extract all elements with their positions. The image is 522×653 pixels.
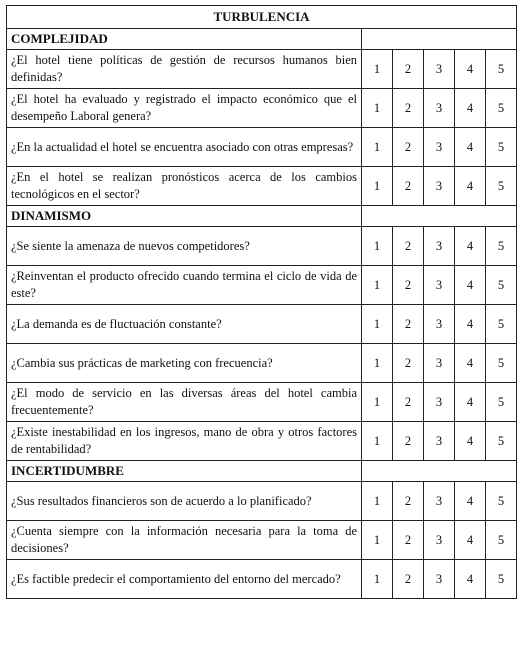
rating-option-4[interactable]: 4	[455, 482, 486, 521]
question-row	[7, 383, 517, 422]
rating-option-2[interactable]: 2	[393, 89, 424, 128]
rating-option-4[interactable]: 4	[455, 344, 486, 383]
question-row	[7, 50, 517, 89]
rating-option-1[interactable]: 1	[362, 422, 393, 461]
question-row	[7, 344, 517, 383]
survey-table-container	[6, 5, 517, 599]
rating-option-3[interactable]: 3	[424, 227, 455, 266]
question-text: ¿Cuenta siempre con la información necesaria para la toma de decisiones?	[7, 521, 362, 560]
rating-option-1[interactable]: 1	[362, 344, 393, 383]
rating-option-5[interactable]: 5	[486, 167, 517, 206]
question-text: ¿Existe inestabilidad en los ingresos, mano de obra y otros factores de rentabilidad?	[7, 422, 362, 461]
question-row	[7, 521, 517, 560]
rating-option-1[interactable]: 1	[362, 305, 393, 344]
rating-option-3[interactable]: 3	[424, 560, 455, 599]
rating-option-3[interactable]: 3	[424, 266, 455, 305]
rating-option-4[interactable]: 4	[455, 383, 486, 422]
rating-option-5[interactable]: 5	[486, 521, 517, 560]
rating-option-1[interactable]: 1	[362, 482, 393, 521]
rating-option-1[interactable]: 1	[362, 266, 393, 305]
rating-option-3[interactable]: 3	[424, 50, 455, 89]
table-title: TURBULENCIA	[7, 6, 517, 29]
section-header: COMPLEJIDAD	[7, 29, 362, 50]
section-header-blank	[362, 461, 517, 482]
rating-option-1[interactable]: 1	[362, 89, 393, 128]
question-text: ¿El modo de servicio en las diversas áreas del hotel cambia frecuentemente?	[7, 383, 362, 422]
section-header-blank	[362, 29, 517, 50]
rating-option-2[interactable]: 2	[393, 521, 424, 560]
section-row-dinamismo	[7, 206, 517, 227]
rating-option-2[interactable]: 2	[393, 266, 424, 305]
rating-option-1[interactable]: 1	[362, 128, 393, 167]
rating-option-4[interactable]: 4	[455, 50, 486, 89]
turbulencia-survey-table	[6, 5, 517, 599]
rating-option-3[interactable]: 3	[424, 521, 455, 560]
question-row	[7, 266, 517, 305]
question-row	[7, 422, 517, 461]
rating-option-2[interactable]: 2	[393, 422, 424, 461]
question-text: ¿El hotel ha evaluado y registrado el impacto económico que el desempeño Laboral genera?	[7, 89, 362, 128]
rating-option-4[interactable]: 4	[455, 560, 486, 599]
title-row	[7, 6, 517, 29]
rating-option-5[interactable]: 5	[486, 305, 517, 344]
rating-option-1[interactable]: 1	[362, 560, 393, 599]
question-row	[7, 482, 517, 521]
section-header: DINAMISMO	[7, 206, 362, 227]
section-header-blank	[362, 206, 517, 227]
rating-option-3[interactable]: 3	[424, 305, 455, 344]
section-row-incertidumbre	[7, 461, 517, 482]
rating-option-2[interactable]: 2	[393, 305, 424, 344]
question-text: ¿Se siente la amenaza de nuevos competidores?	[7, 227, 362, 266]
rating-option-5[interactable]: 5	[486, 344, 517, 383]
rating-option-2[interactable]: 2	[393, 560, 424, 599]
rating-option-2[interactable]: 2	[393, 344, 424, 383]
rating-option-5[interactable]: 5	[486, 50, 517, 89]
rating-option-1[interactable]: 1	[362, 50, 393, 89]
question-text: ¿Reinventan el producto ofrecido cuando termina el ciclo de vida de este?	[7, 266, 362, 305]
question-row	[7, 305, 517, 344]
question-text: ¿En la actualidad el hotel se encuentra asociado con otras empresas?	[7, 128, 362, 167]
question-row	[7, 128, 517, 167]
rating-option-5[interactable]: 5	[486, 482, 517, 521]
question-row	[7, 560, 517, 599]
rating-option-5[interactable]: 5	[486, 383, 517, 422]
question-row	[7, 89, 517, 128]
question-row	[7, 227, 517, 266]
rating-option-4[interactable]: 4	[455, 128, 486, 167]
question-text: ¿Es factible predecir el comportamiento del entorno del mercado?	[7, 560, 362, 599]
section-header: INCERTIDUMBRE	[7, 461, 362, 482]
rating-option-3[interactable]: 3	[424, 482, 455, 521]
question-text: ¿El hotel tiene políticas de gestión de recursos humanos bien definidas?	[7, 50, 362, 89]
rating-option-3[interactable]: 3	[424, 167, 455, 206]
rating-option-4[interactable]: 4	[455, 227, 486, 266]
question-text: ¿Cambia sus prácticas de marketing con frecuencia?	[7, 344, 362, 383]
section-row-complejidad	[7, 29, 517, 50]
rating-option-1[interactable]: 1	[362, 383, 393, 422]
rating-option-3[interactable]: 3	[424, 128, 455, 167]
rating-option-4[interactable]: 4	[455, 167, 486, 206]
rating-option-2[interactable]: 2	[393, 383, 424, 422]
rating-option-4[interactable]: 4	[455, 521, 486, 560]
rating-option-4[interactable]: 4	[455, 305, 486, 344]
rating-option-3[interactable]: 3	[424, 383, 455, 422]
question-text: ¿La demanda es de fluctuación constante?	[7, 305, 362, 344]
survey-body	[7, 6, 517, 599]
rating-option-3[interactable]: 3	[424, 422, 455, 461]
question-text: ¿En el hotel se realizan pronósticos acerca de los cambios tecnológicos en el sector?	[7, 167, 362, 206]
rating-option-3[interactable]: 3	[424, 89, 455, 128]
rating-option-3[interactable]: 3	[424, 344, 455, 383]
rating-option-1[interactable]: 1	[362, 227, 393, 266]
rating-option-2[interactable]: 2	[393, 167, 424, 206]
rating-option-5[interactable]: 5	[486, 266, 517, 305]
question-row	[7, 167, 517, 206]
rating-option-4[interactable]: 4	[455, 422, 486, 461]
question-text: ¿Sus resultados financieros son de acuerdo a lo planificado?	[7, 482, 362, 521]
rating-option-5[interactable]: 5	[486, 128, 517, 167]
rating-option-1[interactable]: 1	[362, 167, 393, 206]
rating-option-4[interactable]: 4	[455, 266, 486, 305]
rating-option-5[interactable]: 5	[486, 560, 517, 599]
rating-option-5[interactable]: 5	[486, 422, 517, 461]
rating-option-5[interactable]: 5	[486, 89, 517, 128]
rating-option-1[interactable]: 1	[362, 521, 393, 560]
rating-option-2[interactable]: 2	[393, 482, 424, 521]
rating-option-2[interactable]: 2	[393, 128, 424, 167]
rating-option-2[interactable]: 2	[393, 227, 424, 266]
rating-option-5[interactable]: 5	[486, 227, 517, 266]
rating-option-2[interactable]: 2	[393, 50, 424, 89]
rating-option-4[interactable]: 4	[455, 89, 486, 128]
